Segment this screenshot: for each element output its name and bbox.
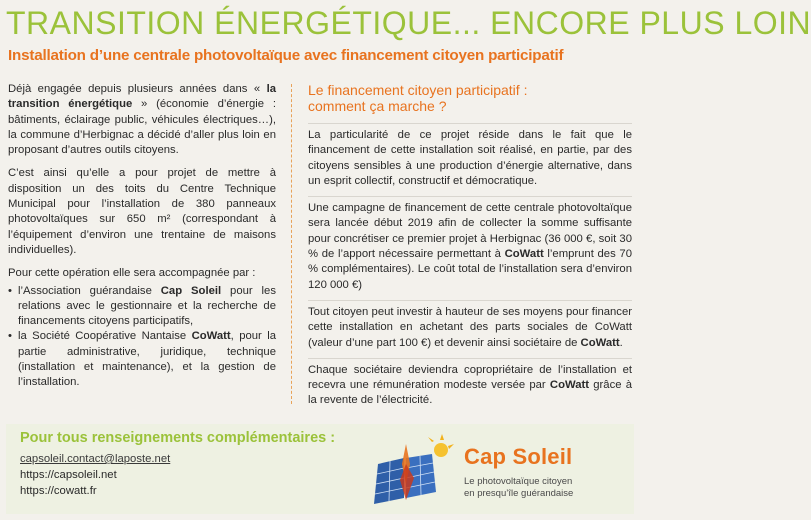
- list-item: • la Société Coopérative Nantaise CoWatt, pour la partie administrative, juridique, technique (installation et maintenance), et la gestion de l’installation.: [8, 329, 276, 390]
- campaign-paragraph: Une campagne de financement de cette centrale photovoltaïque sera lancée début 2019 afin de collecter la somme suffisante pour concrétiser ce premier projet à Herbignac (36 000 €, soit 30 % de l’apport nécessaire permettant à CoWatt l’emprunt des 70 % complémentaires). Le coût total de l’installation sera d’environ 120 000 €): [308, 196, 632, 293]
- contact-box: [6, 424, 634, 514]
- sun-rays-icon: [428, 434, 454, 457]
- column-divider: [291, 84, 292, 404]
- project-paragraph: C’est ainsi qu’elle a pour projet de mettre à disposition un des toits du Centre Technique Municipal pour l’installation de 380 panneaux photovoltaïques sur 650 m² (correspondant à l’équipement d’environ une trentaine de maisons individuelles).: [8, 167, 276, 256]
- investment-paragraph: Tout citoyen peut investir à hauteur de ses moyens pour financer cette installation en achetant des parts sociales de CoWatt (valeur d’une part 100 €) et devenir ainsi sociétaire de CoWatt.: [308, 300, 632, 351]
- left-column: [8, 82, 276, 391]
- list-item: • l’Association guérandaise Cap Soleil pour les relations avec le gestionnaire et la recherche de financements citoyens participatifs,: [8, 284, 276, 330]
- transition-emphasis: la transition énergétique: [8, 83, 276, 111]
- logo-name: Cap Soleil: [464, 444, 573, 469]
- shareholder-paragraph: Chaque sociétaire deviendra copropriétaire de l’installation et recevra une rémunération modeste versée par CoWatt grâce à la revente de l’électricité.: [308, 358, 632, 409]
- contact-email-link[interactable]: capsoleil.contact@laposte.net: [20, 453, 171, 465]
- cap-soleil-logo: [370, 434, 630, 514]
- contact-title: Pour tous renseignements complémentaires :: [20, 430, 336, 446]
- right-column: [308, 82, 632, 416]
- intro-paragraph: Déjà engagée depuis plusieurs années dans « la transition énergétique » (économie d’énergie : bâtiments, éclairage public, véhicules électriques…), la commune d’Herbignac a décidé d’aller plus loin en proposant d’autres outils citoyens.: [8, 83, 276, 157]
- partners-intro: Pour cette opération elle sera accompagnée par :: [8, 267, 256, 280]
- cowatt-site-link[interactable]: https://cowatt.fr: [20, 485, 97, 497]
- particularity-paragraph: La particularité de ce projet réside dans le fait que le financement de cette installation soit réalisé, en partie, par des citoyens sensibles à une production d’énergie alternative, dans un esprit collectif, constructif et démocratique.: [308, 123, 632, 189]
- solar-panel-icon: [370, 434, 456, 514]
- logo-tagline: Le photovoltaïque citoyen en presqu’île guérandaise: [464, 476, 574, 499]
- section-title: Le financement citoyen participatif : comment ça marche ?: [308, 82, 528, 114]
- page-headline: TRANSITION ÉNERGÉTIQUE... ENCORE PLUS LOIN: [6, 5, 811, 41]
- capsoleil-site-link[interactable]: https://capsoleil.net: [20, 469, 117, 481]
- article-subheading: Installation d’une centrale photovoltaïque avec financement citoyen participatif: [8, 47, 564, 64]
- partners-list: [8, 284, 276, 391]
